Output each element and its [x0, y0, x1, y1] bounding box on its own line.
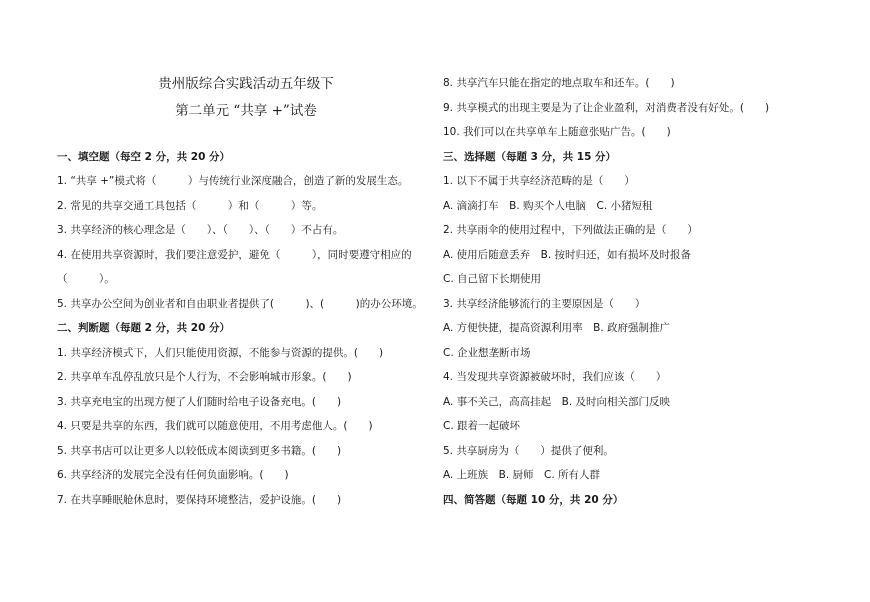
question-line: 7. 在共享睡眠舱休息时，要保持环境整洁，爱护设施。( ) — [57, 494, 342, 506]
question-line: A. 使用后随意丢弃 B. 按时归还，如有损坏及时报备 — [443, 249, 692, 261]
question-line: 2. 共享单车乱停乱放只是个人行为，不会影响城市形象。( ) — [57, 371, 352, 383]
question-line: 2. 共享雨伞的使用过程中，下列做法正确的是（ ） — [443, 224, 698, 236]
question-line: 9. 共享模式的出现主要是为了让企业盈利，对消费者没有好处。( ) — [443, 102, 770, 114]
question-line: 5. 共享书店可以让更多人以较低成本阅读到更多书籍。( ) — [57, 445, 342, 457]
question-line: 4. 当发现共享资源被破坏时，我们应该（ ） — [443, 371, 667, 383]
question-line: 4. 只要是共享的东西，我们就可以随意使用，不用考虑他人。( ) — [57, 420, 373, 432]
section-heading: 三、选择题（每题 3 分，共 15 分） — [443, 151, 617, 163]
question-line: 6. 共享经济的发展完全没有任何负面影响。( ) — [57, 469, 289, 481]
question-line: 10. 我们可以在共享单车上随意张贴广告。( ) — [443, 126, 671, 138]
question-line: 3. 共享经济的核心理念是（ ）、（ ）、（ ）不占有。 — [57, 224, 344, 236]
question-line: 5. 共享厨房为（ ）提供了便利。 — [443, 445, 614, 457]
question-line: （ ）。 — [57, 273, 115, 285]
question-line: 4. 在使用共享资源时，我们要注意爱护，避免（ ），同时要遵守相应的 — [57, 249, 412, 261]
section-heading: 一、填空题（每空 2 分，共 20 分） — [57, 151, 231, 163]
question-line: 2. 常见的共享交通工具包括（ ）和（ ）等。 — [57, 200, 323, 212]
question-line: A. 滴滴打车 B. 购买个人电脑 C. 小猪短租 — [443, 200, 653, 212]
exam-subtitle: 第二单元 “共享 +”试卷 — [175, 103, 317, 119]
question-line: C. 跟着一起破坏 — [443, 420, 521, 432]
question-line: 8. 共享汽车只能在指定的地点取车和还车。( ) — [443, 77, 675, 89]
section-heading: 二、判断题（每题 2 分，共 20 分） — [57, 322, 231, 334]
question-line: 3. 共享经济能够流行的主要原因是（ ） — [443, 298, 646, 310]
question-line: 1. “共享 +”模式将（ ）与传统行业深度融合，创造了新的发展生态。 — [57, 175, 409, 187]
question-line: A. 方便快捷，提高资源利用率 B. 政府强制推广 — [443, 322, 671, 334]
exam-title: 贵州版综合实践活动五年级下 — [158, 76, 334, 92]
question-line: C. 企业想垄断市场 — [443, 347, 531, 359]
question-line: C. 自己留下长期使用 — [443, 273, 542, 285]
question-line: 5. 共享办公空间为创业者和自由职业者提供了( )、( )的办公环境。 — [57, 298, 423, 310]
question-line: 1. 共享经济模式下，人们只能使用资源，不能参与资源的提供。( ) — [57, 347, 384, 359]
section-heading: 四、简答题（每题 10 分，共 20 分） — [443, 494, 624, 506]
question-line: A. 事不关己，高高挂起 B. 及时向相关部门反映 — [443, 396, 671, 408]
question-line: 3. 共享充电宝的出现方便了人们随时给电子设备充电。( ) — [57, 396, 342, 408]
question-line: A. 上班族 B. 厨师 C. 所有人群 — [443, 469, 601, 481]
question-line: 1. 以下不属于共享经济范畴的是（ ） — [443, 175, 635, 187]
